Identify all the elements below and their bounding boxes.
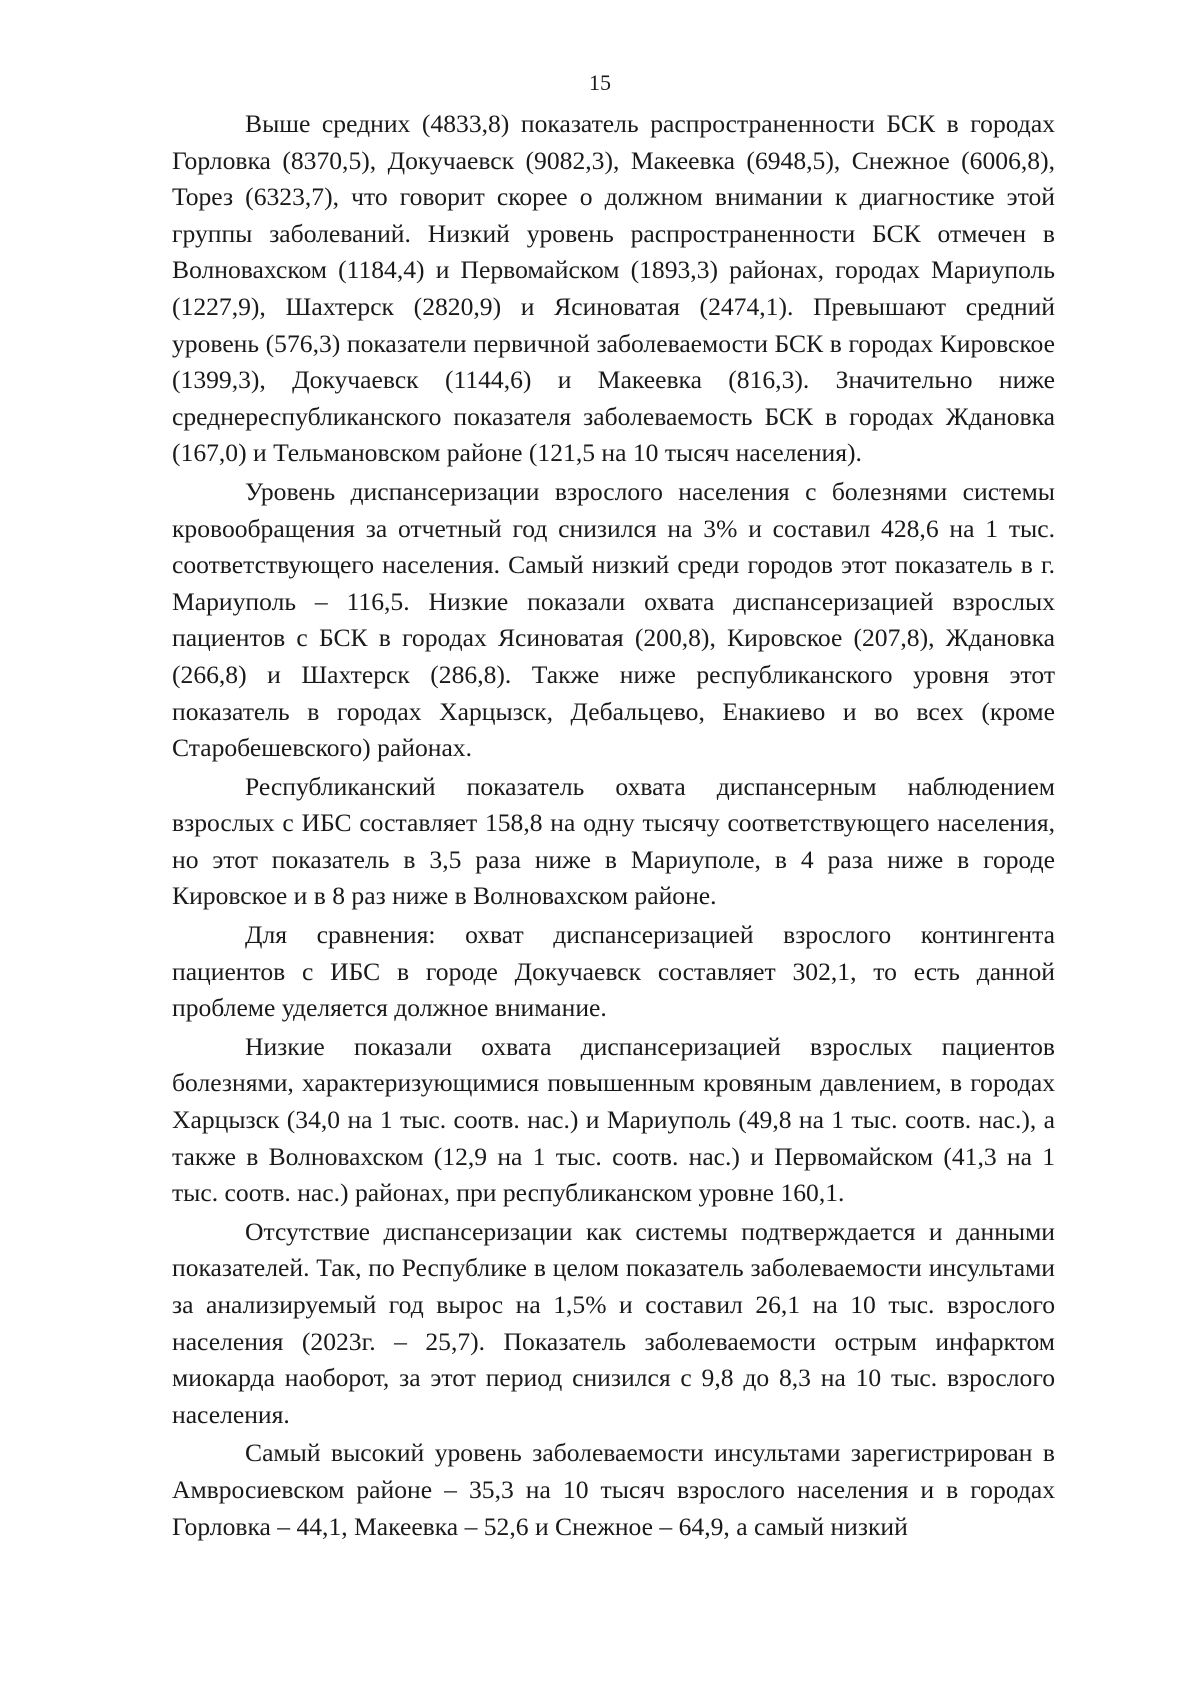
paragraph: Для сравнения: охват диспансеризацией взрослого контингента пациентов с ИБС в городе Докучаевск составляет 302,1, то есть данной проблеме уделяется должное внимание.	[172, 920, 1055, 1023]
document-body	[172, 106, 1055, 1547]
paragraph: Республиканский показатель охвата диспансерным наблюдением взрослых с ИБС составляет 158,8 на одну тысячу соответствующего населения, но этот показатель в 3,5 раза ниже в Мариуполе, в 4 раза ниже в городе Кировское и в 8 раз ниже в Волновахском районе.	[172, 771, 1055, 911]
paragraph: Самый высокий уровень заболеваемости инсультами зарегистрирован в Амвросиевском районе – 35,3 на 10 тысяч взрослого населения и в городах Горловка – 44,1, Макеевка – 52,6 и Снежное – 64,9, а самый низкий	[172, 1438, 1055, 1541]
paragraph: Отсутствие диспансеризации как системы подтверждается и данными показателей. Так, по Республике в целом показатель заболеваемости инсультами за анализируемый год вырос на 1,5% и составил 26,1 на 10 тыс. взрослого населения (2023г. – 25,7). Показатель заболеваемости острым инфарктом миокарда наоборот, за этот период снизился с 9,8 до 8,3 на 10 тыс. взрослого населения.	[172, 1216, 1055, 1429]
paragraph: Уровень диспансеризации взрослого населения с болезнями системы кровообращения за отчетный год снизился на 3% и составил 428,6 на 1 тыс. соответствующего населения. Самый низкий среди городов этот показатель в г. Мариуполь – 116,5. Низкие показали охвата диспансеризацией взрослых пациентов с БСК в городах Ясиноватая (200,8), Кировское (207,8), Ждановка (266,8) и Шахтерск (286,8). Также ниже республиканского уровня этот показатель в городах Харцызск, Дебальцево, Енакиево и во всех (кроме Старобешевского) районах.	[172, 476, 1055, 763]
paragraph: Низкие показали охвата диспансеризацией взрослых пациентов болезнями, характеризующимися повышенным кровяным давлением, в городах Харцызск (34,0 на 1 тыс. соотв. нас.) и Мариуполь (49,8 на 1 тыс. соотв. нас.), а также в Волновахском (12,9 на 1 тыс. соотв. нас.) и Первомайском (41,3 на 1 тыс. соотв. нас.) районах, при республиканском уровне 160,1.	[172, 1031, 1055, 1208]
paragraph: Выше средних (4833,8) показатель распространенности БСК в городах Горловка (8370,5), Докучаевск (9082,3), Макеевка (6948,5), Снежное (6006,8), Торез (6323,7), что говорит скорее о должном внимании к диагностике этой группы заболеваний. Низкий уровень распространенности БСК отмечен в Волновахском (1184,4) и Первомайском (1893,3) районах, городах Мариуполь (1227,9), Шахтерск (2820,9) и Ясиноватая (2474,1). Превышают средний уровень (576,3) показатели первичной заболеваемости БСК в городах Кировское (1399,3), Докучаевск (1144,6) и Макеевка (816,3). Значительно ниже среднереспубликанского показателя заболеваемость БСК в городах Ждановка (167,0) и Тельмановском районе (121,5 на 10 тысяч населения).	[172, 109, 1055, 468]
page-number: 15	[589, 70, 611, 95]
